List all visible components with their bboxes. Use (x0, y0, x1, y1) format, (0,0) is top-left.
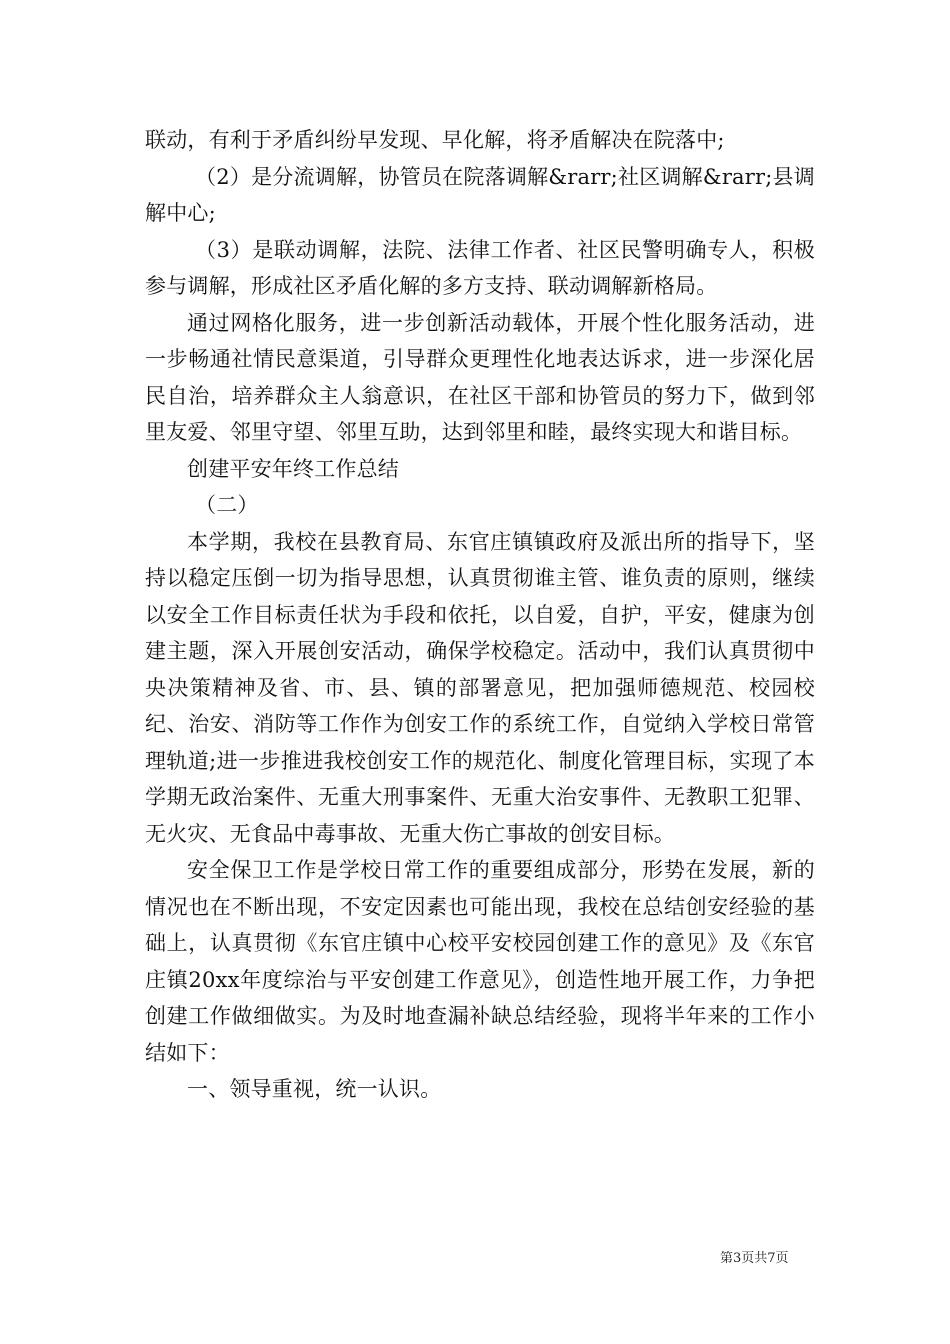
page-number: 第3页共7页 (720, 1251, 789, 1266)
paragraph: （2）是分流调解，协管员在院落调解&rarr;社区调解&rarr;县调解中心; (145, 164, 815, 225)
paragraph: 联动，有利于矛盾纠纷早发现、早化解，将矛盾解决在院落中; (145, 128, 725, 152)
paragraph: 安全保卫工作是学校日常工作的重要组成部分，形势在发展，新的情况也在不断出现，不安定因素也可能出现，我校在总结创安经验的基础上，认真贯彻《东官庄镇中心校平安校园创建工作的意见》及《东官庄镇20xx年度综治与平安创建工作意见》，创造性地开展工作，力争把创建工作做细做实。为及时地查漏补缺总结经验，现将半年来的工作小结如下： (145, 858, 815, 1065)
document-body (145, 122, 815, 1108)
paragraph: （3）是联动调解，法院、法律工作者、社区民警明确专人，积极参与调解，形成社区矛盾化解的多方支持、联动调解新格局。 (145, 237, 815, 298)
section-number: （二） (195, 493, 259, 517)
paragraph: 本学期，我校在县教育局、东官庄镇镇政府及派出所的指导下，坚持以稳定压倒一切为指导思想，认真贯彻谁主管、谁负责的原则，继续以安全工作目标责任状为手段和依托，以自爱，自护，平安，健康为创建主题，深入开展创安活动，确保学校稳定。活动中，我们认真贯彻中央决策精神及省、市、县、镇的部署意见，把加强师德规范、校园校纪、治安、消防等工作作为创安工作的系统工作，自觉纳入学校日常管理轨道;进一步推进我校创安工作的规范化、制度化管理目标，实现了本学期无政治案件、无重大刑事案件、无重大治安事件、无教职工犯罪、无火灾、无食品中毒事故、无重大伤亡事故的创安目标。 (145, 529, 815, 846)
section-heading: 一、领导重视，统一认识。 (187, 1077, 442, 1101)
section-heading: 创建平安年终工作总结 (187, 456, 399, 481)
paragraph: 通过网格化服务，进一步创新活动载体，开展个性化服务活动，进一步畅通社情民意渠道，引导群众更理性化地表达诉求，进一步深化居民自治，培养群众主人翁意识，在社区干部和协管员的努力下，做到邻里友爱、邻里守望、邻里互助，达到邻里和睦，最终实现大和谐目标。 (145, 310, 815, 444)
